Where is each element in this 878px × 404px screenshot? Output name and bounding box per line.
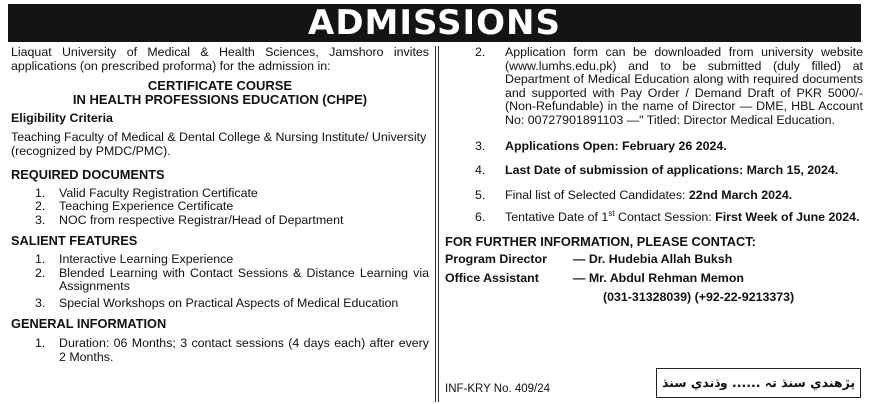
item-text: Interactive Learning Experience	[59, 252, 234, 267]
office-assistant-name: — Mr. Abdul Rehman Memon	[573, 270, 744, 285]
item-label: Tentative Date of 1	[505, 210, 609, 225]
office-assistant-row	[445, 272, 863, 291]
program-director-role: Program Director	[445, 251, 547, 266]
urdu-slogan-box	[656, 368, 861, 398]
course-title-line2: IN HEALTH PROFESSIONS EDUCATION (CHPE)	[72, 91, 368, 107]
list-item	[11, 253, 429, 267]
item-label: Final list of Selected Candidates:	[505, 187, 689, 202]
list-item-4	[445, 164, 863, 178]
list-item	[11, 187, 429, 201]
list-item-6	[445, 211, 863, 225]
contact-phones: (031-31328039) (+92-22-9213373)	[603, 289, 795, 304]
item-text: Application form can be downloaded from university website (www.lumhs.edu.pk) and to be submitted (duly filled) at Department of Medical Education along with required documents and supported with Pay Order / Demand Draft of PKR 5000/- (Non-Refundable) in the name of Director — DME, HBL Account No: 00727901891103 —" Titled: Director Medical Education.	[505, 45, 863, 127]
list-item	[11, 214, 429, 228]
item-text: Duration: 06 Months; 3 contact sessions (4 days each) after every 2 Months.	[59, 336, 429, 364]
item-text: Blended Learning with Contact Sessions & Distance Learning via Assignments	[59, 265, 429, 294]
item-number: 3.	[35, 212, 46, 227]
item-label-b: Contact Session:	[614, 210, 716, 225]
urdu-slogan: پڙهندي سنڌ تہ ...... وڌندي سنڌ	[661, 375, 856, 390]
item-number: 1.	[35, 185, 46, 200]
course-title-line1: CERTIFICATE COURSE	[147, 78, 293, 94]
item-number: 6.	[475, 210, 486, 225]
right-column	[445, 46, 863, 310]
salient-features-heading: SALIENT FEATURES	[11, 232, 138, 248]
general-information-heading: GENERAL INFORMATION	[11, 315, 167, 331]
item-text: Valid Faculty Registration Certificate	[59, 185, 258, 200]
contact-heading: FOR FURTHER INFORMATION, PLEASE CONTACT:	[445, 233, 756, 249]
intro-text: Liaquat University of Medical & Health Sciences, Jamshoro invites applications (on prescribed proforma) for the admission in:	[11, 45, 429, 73]
course-title	[11, 79, 429, 106]
general-information-list	[11, 337, 429, 364]
salient-features-list	[11, 253, 429, 310]
program-director-name: — Dr. Hudebia Allah Buksh	[573, 251, 733, 266]
eligibility-heading: Eligibility Criteria	[11, 111, 113, 126]
required-documents-list	[11, 187, 429, 228]
item-text: Applications Open: February 26 2024.	[505, 138, 727, 153]
office-assistant-role: Office Assistant	[445, 270, 539, 285]
list-item	[11, 200, 429, 214]
item-number: 3.	[35, 295, 46, 310]
eligibility-text: Teaching Faculty of Medical & Dental College & Nursing Institute/ University (recognized by PMDC/PMC).	[11, 129, 427, 158]
item-value: First Week of June 2024.	[715, 210, 860, 225]
list-item	[11, 337, 429, 364]
left-column	[11, 46, 429, 364]
item-number: 5.	[475, 187, 486, 202]
list-item-2	[445, 46, 863, 128]
list-item-5	[445, 189, 863, 203]
phone-row	[445, 291, 863, 310]
list-item	[11, 267, 429, 294]
item-number: 2.	[35, 199, 46, 214]
list-item-3	[445, 140, 863, 154]
list-item	[11, 297, 429, 311]
required-documents-heading: REQUIRED DOCUMENTS	[11, 167, 165, 183]
item-number: 2.	[475, 45, 486, 59]
item-superscript: st	[608, 209, 615, 219]
item-value: 22nd March 2024.	[688, 187, 793, 202]
program-director-row	[445, 253, 863, 272]
item-number: 4.	[475, 163, 486, 178]
reference-number: INF-KRY No. 409/24	[445, 383, 551, 395]
item-text: Special Workshops on Practical Aspects of Medical Education	[59, 295, 399, 310]
item-number: 1.	[35, 336, 46, 351]
item-number: 2.	[35, 265, 46, 280]
item-text: NOC from respective Registrar/Head of Department	[59, 212, 344, 227]
item-number: 1.	[35, 252, 46, 267]
column-divider	[435, 46, 439, 402]
item-number: 3.	[475, 138, 486, 153]
item-text: Teaching Experience Certificate	[59, 199, 234, 214]
item-text: Last Date of submission of applications: March 15, 2024.	[505, 163, 839, 178]
admissions-banner: ADMISSIONS	[8, 4, 861, 42]
